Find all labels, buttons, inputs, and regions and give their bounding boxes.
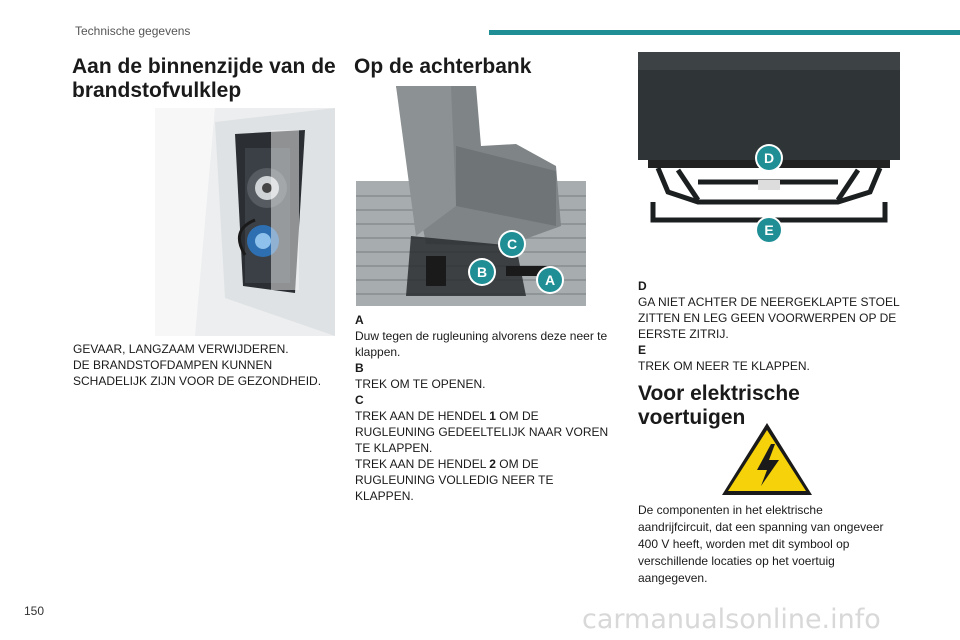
fuel-flap-warning-line-2: DE BRANDSTOFDAMPEN KUNNEN SCHADELIJK ZIJN VOOR DE GEZONDHEID. (73, 358, 322, 388)
item-text-a: Duw tegen de rugleuning alvorens deze neer te klappen. (355, 329, 608, 359)
fuel-flap-warning-line-1: GEVAAR, LANGZAAM VERWIJDEREN. (73, 342, 289, 356)
section-title: Technische gegevens (75, 24, 191, 38)
rear-seat-section (354, 55, 612, 79)
item-text-b: TREK OM TE OPENEN. (355, 377, 486, 391)
page-number: 150 (24, 604, 45, 618)
text-fragment: OM DE RUGLEUNING VOLLEDIG NEER TE KLAPPEN. (355, 457, 554, 503)
item-text-c-line-2 (355, 456, 613, 504)
fuel-flap-section (72, 55, 340, 103)
electric-heading: Voor elektrische voertuigen (638, 382, 800, 429)
fuel-flap-image (155, 108, 335, 336)
rear-seat-heading: Op de achterbank (354, 55, 532, 78)
item-letter-c: C (355, 393, 364, 407)
rear-seat-instructions (355, 312, 613, 504)
item-text-c-line-1 (355, 408, 613, 456)
callout-b: B (470, 260, 494, 284)
item-letter-e: E (638, 343, 647, 357)
item-text-e: TREK OM NEER TE KLAPPEN. (638, 359, 810, 373)
callout-e: E (757, 218, 781, 242)
electric-text: De componenten in het elektrische aandrijfcircuit, dat een spanning van ongeveer 400 V heeft, worden met dit symbool op verschillende locaties op het voertuig aangegeven. (638, 503, 884, 585)
watermark: carmanualsonline.info (582, 604, 881, 635)
text-fragment: TREK AAN DE HENDEL (355, 457, 490, 471)
item-letter-a: A (355, 313, 364, 327)
item-letter-d: D (638, 279, 647, 293)
electric-description (638, 502, 900, 587)
lever-number-1: 1 (489, 409, 496, 423)
callout-a: A (538, 268, 562, 292)
item-letter-b: B (355, 361, 364, 375)
header-accent-bar (489, 30, 960, 35)
high-voltage-warning-icon (719, 420, 815, 498)
text-fragment: OM DE RUGLEUNING GEDEELTELIJK NAAR VOREN TE KLAPPEN. (355, 409, 609, 455)
text-fragment: TREK AAN DE HENDEL (355, 409, 490, 423)
fuel-flap-warning (73, 341, 343, 389)
callout-d: D (757, 146, 781, 170)
callout-c: C (500, 232, 524, 256)
fuel-flap-heading: Aan de binnenzijde van de brandstofvulklep (72, 55, 336, 102)
lever-number-2: 2 (489, 457, 496, 471)
folded-seat-instructions (638, 278, 900, 374)
item-text-d: GA NIET ACHTER DE NEERGEKLAPTE STOEL ZITTEN EN LEG GEEN VOORWERPEN OP DE EERSTE ZITRIJ. (638, 295, 900, 341)
